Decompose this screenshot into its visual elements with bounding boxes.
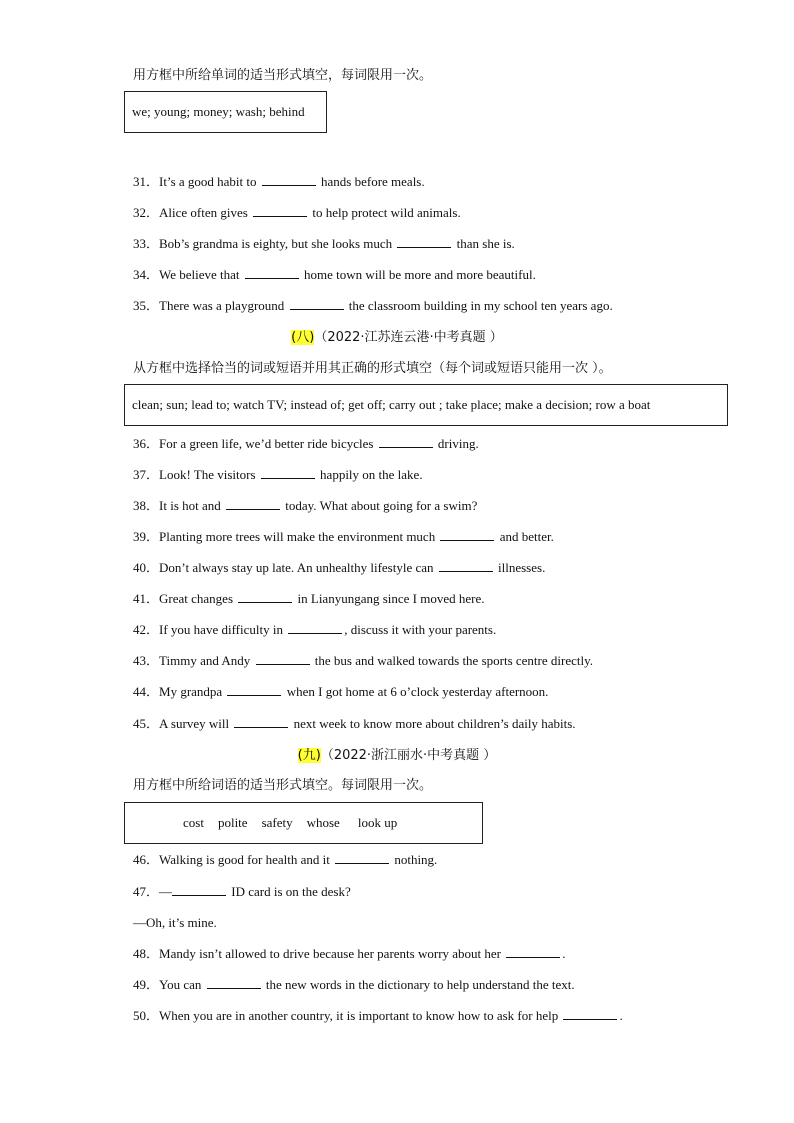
section-number-9: (九) — [297, 748, 321, 763]
question-40: 40．Don’t always stay up late. An unhealthy lifestyle can illnesses. — [133, 560, 546, 575]
section-number-8: (八) — [291, 330, 315, 345]
answer-blank[interactable] — [234, 716, 288, 728]
question-41: 41．Great changes in Lianyungang since I moved here. — [133, 591, 485, 606]
answer-blank[interactable] — [290, 298, 344, 310]
question-32: 32．Alice often gives to help protect wild animals. — [133, 205, 461, 220]
answer-blank[interactable] — [262, 174, 316, 186]
question-43: 43．Timmy and Andy the bus and walked towards the sports centre directly. — [133, 653, 593, 668]
answer-blank[interactable] — [261, 467, 315, 479]
question-38: 38．It is hot and today. What about going for a swim? — [133, 498, 478, 513]
instruction-8: 从方框中选择恰当的词或短语并用其正确的形式填空（每个词或短语只能用一次 ）。 — [133, 361, 612, 376]
word-box-9-word: whose — [306, 815, 340, 830]
question-50: 50．When you are in another country, it is important to know how to ask for help . — [133, 1008, 623, 1023]
word-box-9-word: look up — [357, 815, 398, 830]
question-37: 37．Look! The visitors happily on the lake. — [133, 467, 423, 482]
answer-blank[interactable] — [238, 591, 292, 603]
question-33: 33．Bob’s grandma is eighty, but she looks much than she is. — [133, 236, 515, 251]
word-box-8-text: clean; sun; lead to; watch TV; instead of; get off; carry out ; take place; make a decision; row a boat — [132, 397, 651, 412]
word-box-7 — [124, 91, 327, 133]
question-49: 49．You can the new words in the dictionary to help understand the text. — [133, 977, 575, 992]
question-36: 36．For a green life, we’d better ride bicycles driving. — [133, 436, 479, 451]
answer-blank[interactable] — [440, 529, 494, 541]
answer-blank[interactable] — [226, 498, 280, 510]
word-box-9-word: polite — [217, 815, 248, 830]
question-46: 46．Walking is good for health and it nothing. — [133, 852, 438, 867]
word-box-9-word: cost — [183, 815, 204, 830]
section-heading-8 — [0, 329, 794, 346]
question-42: 42．If you have difficulty in , discuss it with your parents. — [133, 622, 497, 637]
answer-blank[interactable] — [288, 622, 342, 634]
answer-blank[interactable] — [439, 560, 493, 572]
word-box-9 — [124, 802, 483, 844]
section-source-9: （2022·浙江丽水·中考真题 ） — [320, 748, 497, 763]
question-31: 31．It’s a good habit to hands before meals. — [133, 174, 425, 189]
question-35: 35．There was a playground the classroom building in my school ten years ago. — [133, 298, 613, 313]
question-48: 48．Mandy isn’t allowed to drive because her parents worry about her . — [133, 946, 566, 961]
question-47: 47．— ID card is on the desk? — [133, 884, 351, 899]
question-44: 44．My grandpa when I got home at 6 o’clock yesterday afternoon. — [133, 684, 549, 699]
answer-blank[interactable] — [253, 205, 307, 217]
answer-blank[interactable] — [335, 852, 389, 864]
word-box-8 — [124, 384, 728, 426]
answer-blank[interactable] — [506, 946, 560, 958]
answer-blank[interactable] — [397, 236, 451, 248]
answer-blank[interactable] — [379, 436, 433, 448]
section-source-8: （2022·江苏连云港·中考真题 ） — [314, 330, 503, 345]
question-45: 45．A survey will next week to know more about children’s daily habits. — [133, 716, 576, 731]
answer-blank[interactable] — [256, 653, 310, 665]
section-heading-9 — [0, 747, 794, 764]
word-box-7-text: we; young; money; wash; behind — [132, 104, 305, 119]
instruction-9: 用方框中所给词语的适当形式填空。每词限用一次。 — [133, 778, 433, 793]
question-47-response: —Oh, it’s mine. — [133, 915, 217, 930]
answer-blank[interactable] — [245, 267, 299, 279]
answer-blank[interactable] — [207, 977, 261, 989]
answer-blank[interactable] — [563, 1008, 617, 1020]
answer-blank[interactable] — [227, 684, 281, 696]
instruction-7: 用方框中所给单词的适当形式填空，每词限用一次。 — [133, 68, 433, 83]
word-box-9-word: safety — [261, 815, 293, 830]
question-34: 34．We believe that home town will be more and more beautiful. — [133, 267, 536, 282]
answer-blank[interactable] — [172, 884, 226, 896]
question-39: 39．Planting more trees will make the environment much and better. — [133, 529, 554, 544]
